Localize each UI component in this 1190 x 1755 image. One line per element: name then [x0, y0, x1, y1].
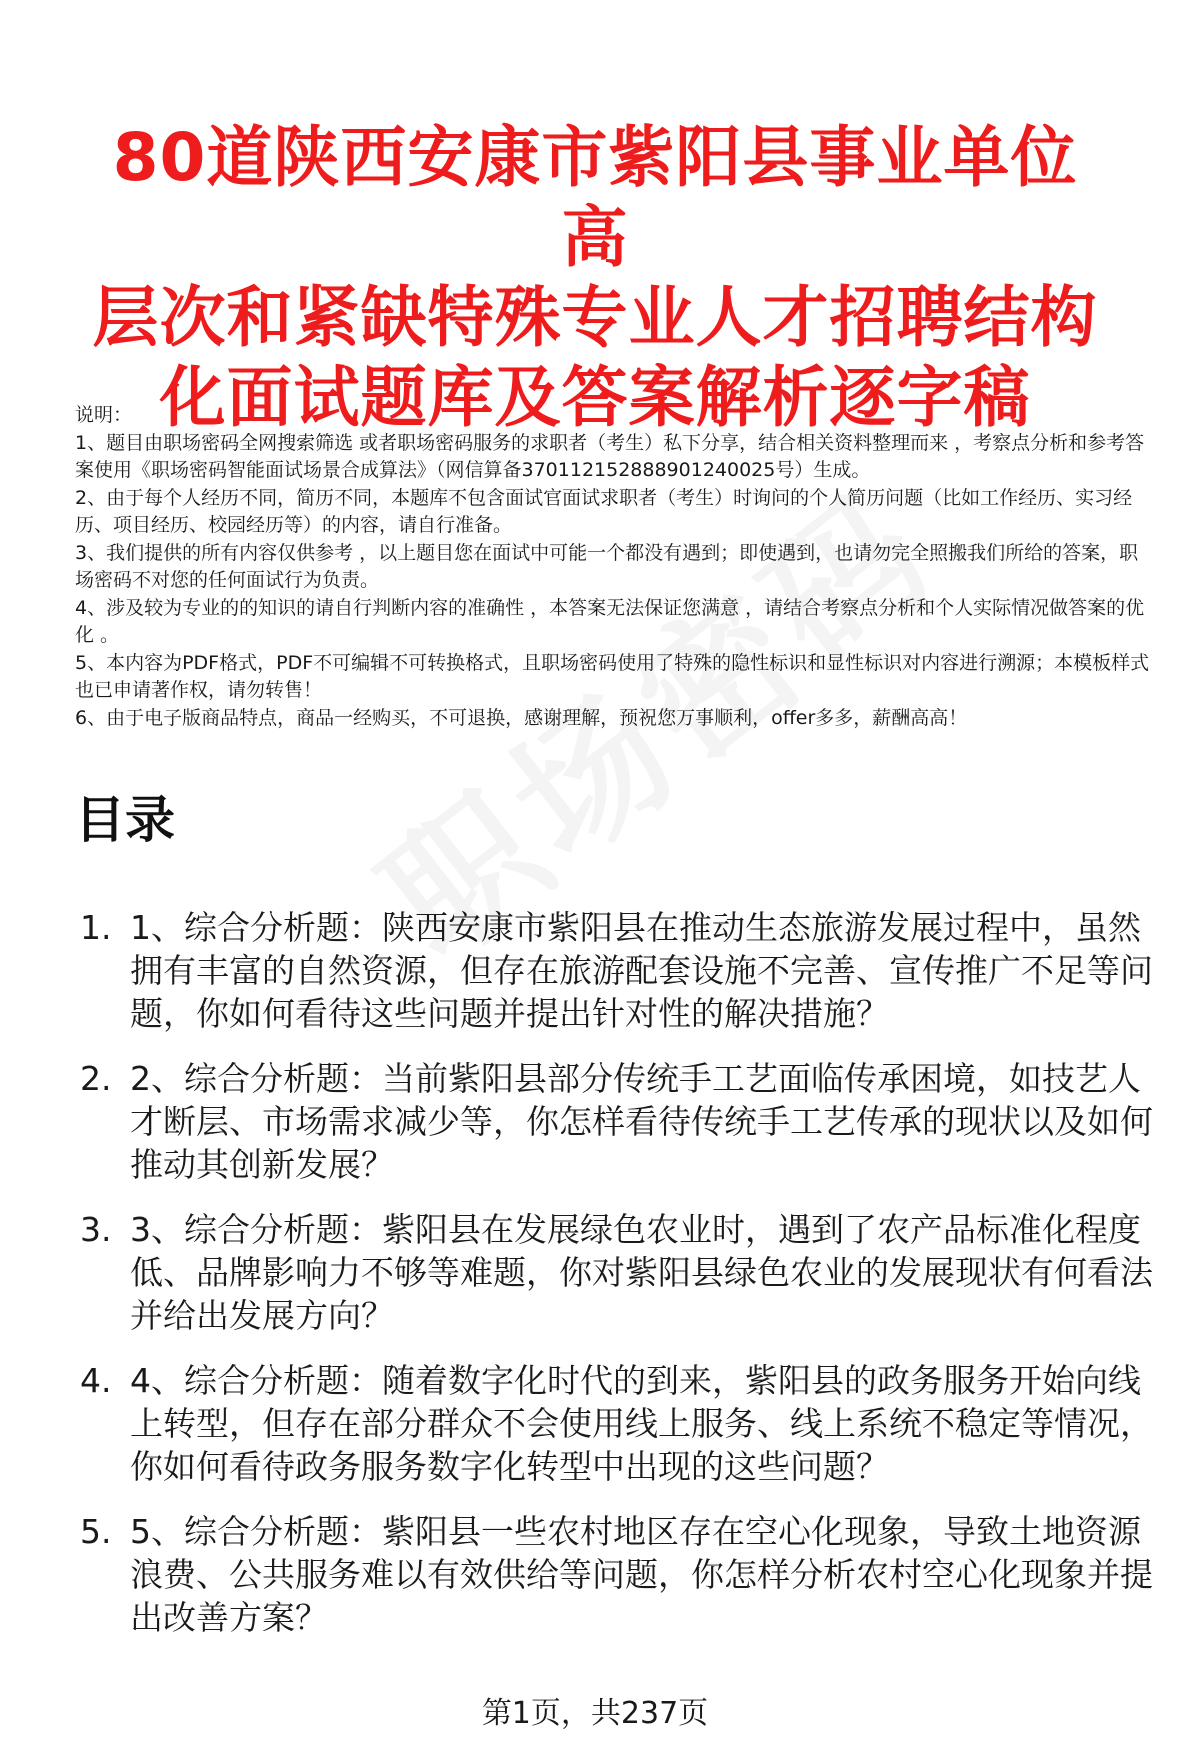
toc-item-number: 3.	[80, 1210, 112, 1249]
notes-section	[75, 402, 1155, 732]
toc-item-text: 5、综合分析题：紫阳县一些农村地区存在空心化现象，导致土地资源浪费、公共服务难以有效供给等问题，你怎样分析农村空心化现象并提出改善方案？	[130, 1512, 1153, 1637]
note-item-5: 5、本内容为PDF格式，PDF不可编辑不可转换格式，且职场密码使用了特殊的隐性标识和显性标识对内容进行溯源；本模板样式也已申请著作权，请勿转售！	[75, 651, 1150, 701]
toc-item-number: 5.	[80, 1512, 112, 1551]
toc-heading: 目录	[75, 791, 175, 849]
toc-item-text: 1、综合分析题：陕西安康市紫阳县在推动生态旅游发展过程中，虽然拥有丰富的自然资源，但存在旅游配套设施不完善、宣传推广不足等问题，你如何看待这些问题并提出针对性的解决措施？	[130, 908, 1153, 1033]
toc-item-text: 2、综合分析题：当前紫阳县部分传统手工艺面临传承困境，如技艺人才断层、市场需求减少等，你怎样看待传统手工艺传承的现状以及如何推动其创新发展？	[130, 1059, 1153, 1184]
toc-item-5[interactable]	[80, 1510, 1160, 1639]
toc-item-number: 2.	[80, 1059, 112, 1098]
toc-item-text: 4、综合分析题：随着数字化时代的到来，紫阳县的政务服务开始向线上转型，但存在部分群众不会使用线上服务、线上系统不稳定等情况，你如何看待政务服务数字化转型中出现的这些问题？	[130, 1361, 1153, 1486]
toc-item-text: 3、综合分析题：紫阳县在发展绿色农业时，遇到了农产品标准化程度低、品牌影响力不够等难题，你对紫阳县绿色农业的发展现状有何看法并给出发展方向？	[130, 1210, 1153, 1335]
note-item-4: 4、涉及较为专业的的知识的请自行判断内容的准确性 ，本答案无法保证您满意 ，请结合考察点分析和个人实际情况做答案的优化 。	[75, 596, 1145, 646]
note-item-1: 1、题目由职场密码全网搜索筛选 或者职场密码服务的求职者（考生）私下分享，结合相关资料整理而来 ，考察点分析和参考答案使用《职场密码智能面试场景合成算法》（网信算备370112152888901240025号）生成。	[75, 431, 1145, 481]
title-line-3: 化面试题库及答案解析逐字稿	[159, 359, 1031, 436]
toc-list	[80, 906, 1160, 1661]
notes-heading: 说明：	[75, 404, 133, 426]
toc-item-1[interactable]	[80, 906, 1160, 1035]
note-item-3: 3、我们提供的所有内容仅供参考 ，以上题目您在面试中可能一个都没有遇到；即使遇到，也请勿完全照搬我们所给的答案，职场密码不对您的任何面试行为负责。	[75, 541, 1139, 591]
note-item-6: 6、由于电子版商品特点，商品一经购买，不可退换，感谢理解，预祝您万事顺利，offer多多，薪酬高高！	[75, 706, 968, 729]
title-line-1: 80道陕西安康市紫阳县事业单位高	[112, 119, 1078, 276]
toc-item-number: 4.	[80, 1361, 112, 1400]
title-line-2: 层次和紧缺特殊专业人才招聘结构	[92, 279, 1098, 356]
toc-item-number: 1.	[80, 908, 112, 947]
document-title	[80, 118, 1110, 438]
toc-item-4[interactable]	[80, 1359, 1160, 1488]
page-footer: 第1页，共237页	[481, 1696, 709, 1731]
note-item-2: 2、由于每个人经历不同，简历不同，本题库不包含面试官面试求职者（考生）时询问的个人简历问题（比如工作经历、实习经历、项目经历、校园经历等）的内容，请自行准备。	[75, 486, 1133, 536]
toc-item-3[interactable]	[80, 1208, 1160, 1337]
toc-item-2[interactable]	[80, 1057, 1160, 1186]
